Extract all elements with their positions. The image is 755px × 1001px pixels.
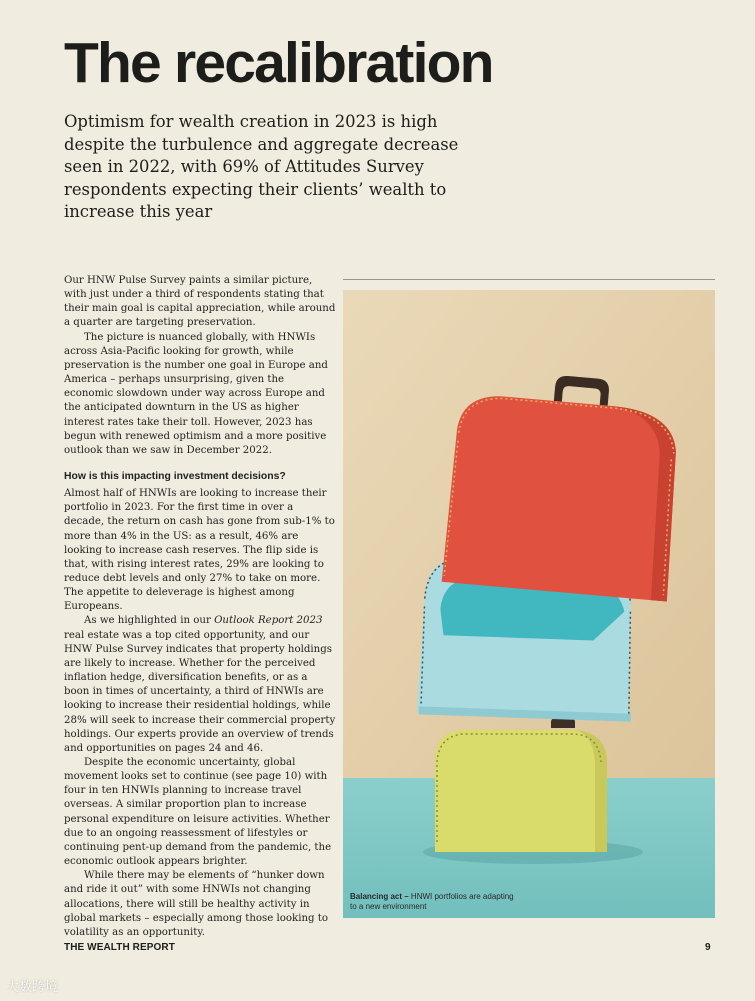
intro-standfirst: Optimism for wealth creation in 2023 is high despite the turbulence and aggregate decrease seen in 2022, with 69% of Attitudes Survey respondents expecting their clients’ wealth to increase this year: [64, 112, 459, 221]
photo-caption: [350, 892, 520, 912]
watermark-text: 大数跨境: [6, 980, 59, 995]
body-paragraph: Despite the economic uncertainty, global movement looks set to continue (see page 10) with four in ten HNWIs planning to increase travel overseas. A similar proportion plan to increase personal expenditure on leisure activities. Whether due to an ongoing reassessment of lifestyles or continuing pent-up demand from the pandemic, the economic outlook appears brighter.: [64, 757, 332, 868]
body-paragraph: The picture is nuanced globally, with HNWIs across Asia-Pacific looking for growth, while preservation is the number one goal in Europe and America – perhaps unsurprising, given the economic slowdown under way across Europe and the anticipated downturn in the US as higher interest rates take their toll. However, 2023 has begun with renewed optimism and a more positive outlook than we saw in December 2022.: [64, 331, 328, 456]
footer-publication: THE WEALTH REPORT: [64, 942, 175, 953]
stacked-suitcases-illustration: [343, 290, 715, 918]
page-title: The recalibration: [64, 31, 493, 95]
body-paragraph: [64, 614, 336, 756]
body-text: As we highlighted in our: [84, 615, 215, 627]
body-paragraph: Our HNW Pulse Survey paints a similar picture, with just under a third of respondents stating that their main goal is capital appreciation, while around a quarter are targeting preservation.: [64, 275, 336, 329]
divider-rule: [343, 279, 715, 280]
body-column: [64, 274, 336, 940]
suitcase-photo: [343, 290, 715, 918]
report-title-italic: Outlook Report 2023: [214, 615, 323, 627]
caption-text: HNWI portfolios are adapting to a new environment: [350, 892, 514, 911]
watermark-logo: [6, 976, 58, 995]
caption-label: Balancing act –: [350, 892, 409, 901]
body-paragraph: While there may be elements of “hunker down and ride it out” with some HNWIs not changing allocations, there will still be healthy activity in global markets – especially among those looking to volatility as an opportunity.: [64, 870, 329, 938]
body-paragraph: Almost half of HNWIs are looking to increase their portfolio in 2023. For the first time in over a decade, the return on cash has gone from sub-1% to more than 4% in the US: as a result, 46% are looking to increase cash reserves. The flip side is that, with rising interest rates, 29% are looking to reduce debt levels and only 27% to take on more. The appetite to deleverage is highest among Europeans.: [64, 488, 335, 613]
section-heading: How is this impacting investment decisions?: [64, 471, 286, 483]
body-text: real estate was a top cited opportunity, and our HNW Pulse Survey indicates that property holdings are likely to increase. Whether for the perceived inflation hedge, diversification benefits, or as a boon in times of uncertainty, a third of HNWIs are looking to increase their residential holdings, while 28% will seek to increase their commercial property holdings. Our experts provide an overview of trends and opportunities on pages 24 and 46.: [64, 629, 336, 754]
yellow-suitcase: [435, 718, 607, 852]
footer-page-number: 9: [705, 942, 711, 953]
